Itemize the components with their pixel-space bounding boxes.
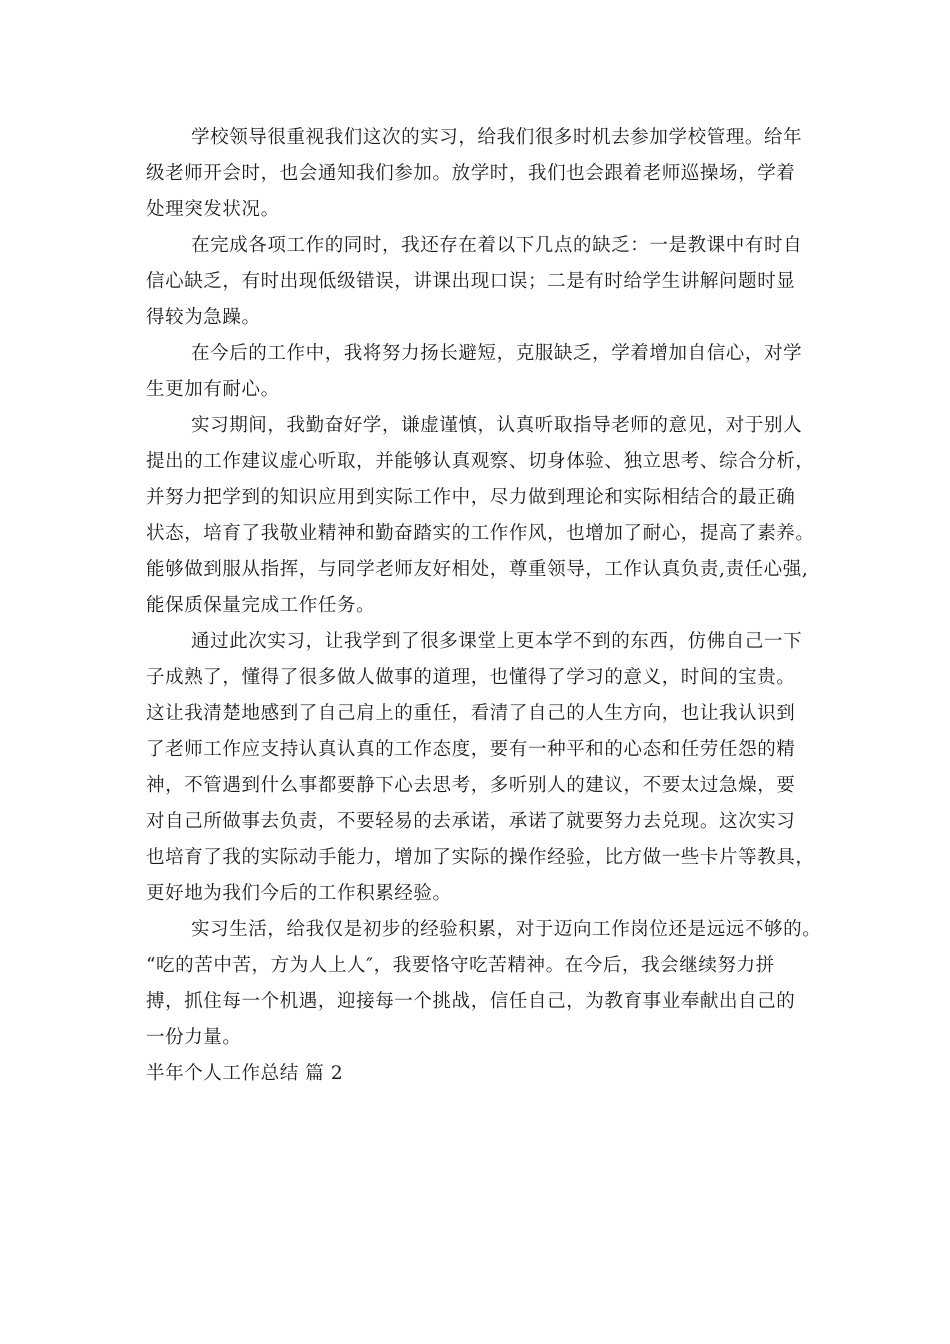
paragraph-1-line-3: 处理突发状况。 xyxy=(146,199,280,220)
paragraph-1-line-2: 级老师开会时，也会通知我们参加。放学时，我们也会跟着老师巡操场，学着 xyxy=(146,163,796,184)
paragraph-5-line-3: 这让我清楚地感到了自己肩上的重任，看清了自己的人生方向，也让我认识到 xyxy=(146,703,796,724)
paragraph-5-line-4: 了老师工作应支持认真认真的工作态度，要有一种平和的心态和任劳任怨的精 xyxy=(146,739,796,760)
paragraph-2-line-3: 得较为急躁。 xyxy=(146,307,261,328)
paragraph-2-line-2: 信心缺乏，有时出现低级错误，讲课出现口误；二是有时给学生讲解问题时显 xyxy=(146,271,796,292)
paragraph-1-line-1: 学校领导很重视我们这次的实习，给我们很多时机去参加学校管理。给年 xyxy=(191,127,803,148)
paragraph-5-line-8: 更好地为我们今后的工作积累经验。 xyxy=(146,883,452,904)
paragraph-3-line-1: 在今后的工作中，我将努力扬长避短，克服缺乏，学着增加自信心，对学 xyxy=(191,343,803,364)
paragraph-6-line-3: 搏，抓住每一个机遇，迎接每一个挑战，信任自己，为教育事业奉献出自己的 xyxy=(146,991,796,1012)
paragraph-4-line-4: 状态，培育了我敬业精神和勤奋踏实的工作作风，也增加了耐心，提高了素养。 xyxy=(146,523,815,544)
paragraph-4-line-6: 能保质保量完成工作任务。 xyxy=(146,595,376,616)
paragraph-5-line-6: 对自己所做事去负责，不要轻易的去承诺，承诺了就要努力去兑现。这次实习 xyxy=(146,811,796,832)
paragraph-6-line-1: 实习生活，给我仅是初步的经验积累，对于迈向工作岗位还是远远不够的。 xyxy=(191,919,822,940)
paragraph-2-line-1: 在完成各项工作的同时，我还存在着以下几点的缺乏：一是教课中有时自 xyxy=(191,235,803,256)
paragraph-5-line-2: 子成熟了，懂得了很多做人做事的道理，也懂得了学习的意义，时间的宝贵。 xyxy=(146,667,796,688)
section-heading: 半年个人工作总结 篇 2 xyxy=(146,1063,344,1084)
paragraph-4-line-5: 能够做到服从指挥，与同学老师友好相处，尊重领导，工作认真负责,责任心强, xyxy=(146,559,809,580)
paragraph-5-line-7: 也培育了我的实际动手能力，增加了实际的操作经验，比方做一些卡片等教具， xyxy=(146,847,815,868)
paragraph-4-line-2: 提出的工作建议虚心听取，并能够认真观察、切身体验、独立思考、综合分析， xyxy=(146,451,815,472)
paragraph-5-line-5: 神，不管遇到什么事都要静下心去思考，多听别人的建议，不要太过急燥，要 xyxy=(146,775,796,796)
paragraph-6-line-2: “吃的苦中苦，方为人上人″，我要恪守吃苦精神。在今后，我会继续努力拼 xyxy=(146,955,775,976)
paragraph-4-line-1: 实习期间，我勤奋好学，谦虚谨慎，认真听取指导老师的意见，对于别人 xyxy=(191,415,803,436)
paragraph-3-line-2: 生更加有耐心。 xyxy=(146,379,280,400)
paragraph-6-line-4: 一份力量。 xyxy=(146,1027,242,1048)
paragraph-4-line-3: 并努力把学到的知识应用到实际工作中，尽力做到理论和实际相结合的最正确 xyxy=(146,487,796,508)
paragraph-5-line-1: 通过此次实习，让我学到了很多课堂上更本学不到的东西，仿佛自己一下 xyxy=(191,631,803,652)
